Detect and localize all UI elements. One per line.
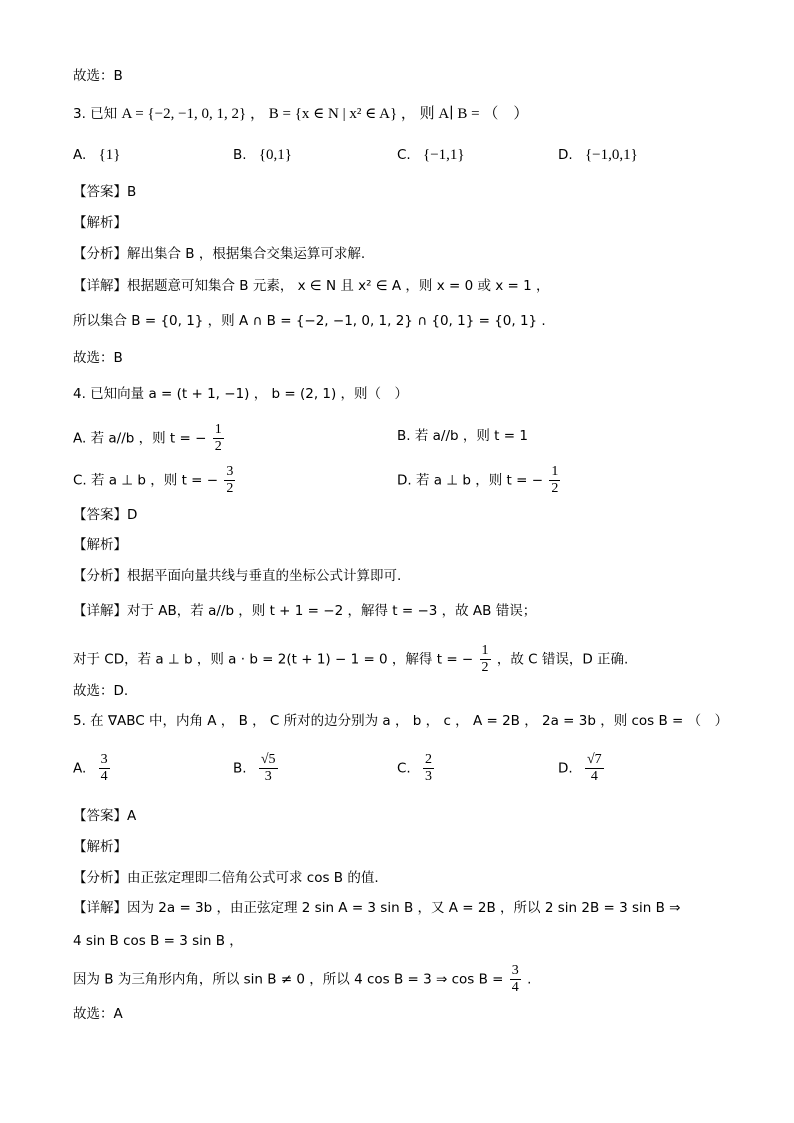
fraction-numerator: 2 — [425, 752, 433, 767]
q5-option-a — [73, 752, 112, 785]
option-value: {0,1} — [258, 147, 293, 163]
q4-fenxi: 【分析】根据平面向量共线与垂直的坐标公式计算即可. — [73, 568, 402, 584]
fraction — [510, 963, 521, 996]
q5-solution-text: 因为 B 为三角形内角，所以 sin B ≠ 0 ，所以 4 cos B = 3 ⇒ cos B = — [73, 971, 504, 988]
fraction-denominator: 4 — [511, 980, 519, 995]
q3-option-d — [558, 145, 638, 165]
q3-xiangjie: 【详解】根据题意可知集合 B 元素， x ∈ N 且 x² ∈ A ，则 x = 0 或 x = 1 ， — [73, 278, 550, 294]
q4-answer: 【答案】D — [73, 507, 138, 523]
fraction-denominator: 4 — [100, 769, 108, 784]
q5-option-c — [397, 752, 436, 785]
q4-option-a-text: A. 若 a//b ，则 t = − — [73, 430, 207, 447]
fraction — [259, 752, 278, 785]
q4-option-c-text: C. 若 a ⊥ b ，则 t = − — [73, 472, 219, 489]
q4-option-c — [73, 464, 237, 497]
fraction-denominator: 3 — [425, 769, 433, 784]
q3-solution-line: 所以集合 B = {0, 1} ，则 A ∩ B = {−2, −1, 0, 1, 2} ∩ {0, 1} = {0, 1} . — [73, 313, 546, 329]
fraction — [480, 643, 491, 676]
fraction-numerator: 3 — [226, 464, 234, 479]
q3-option-a — [73, 145, 121, 165]
fraction-denominator: 4 — [590, 769, 598, 784]
fraction-numerator: 3 — [100, 752, 108, 767]
q3-option-c — [397, 145, 465, 165]
q4-solution-text: 对于 CD，若 a ⊥ b ，则 a · b = 2(t + 1) − 1 = 0 ，解得 t = − — [73, 651, 474, 668]
option-label: D. — [558, 147, 573, 163]
q4-stem: 4. 已知向量 a = (t + 1, −1) ， b = (2, 1) ，则（ ） — [73, 386, 409, 402]
q4-option-b: B. 若 a//b ，则 t = 1 — [397, 428, 528, 444]
q3-stem — [73, 104, 528, 124]
fraction-numerator: √7 — [586, 752, 602, 767]
q5-answer: 【答案】A — [73, 808, 137, 824]
q4-analysis-title: 【解析】 — [73, 537, 127, 553]
option-value: {−1,0,1} — [584, 147, 638, 163]
q3-stem-prefix: 3. 已知 — [73, 106, 118, 122]
q3-conclusion: 故选：B — [73, 350, 123, 366]
q4-solution-tail: ，故 C 错误，D 正确. — [496, 651, 629, 668]
q4-solution-line — [73, 643, 628, 676]
q3-stem-math: A = {−2, −1, 0, 1, 2} ， B = {x ∈ N | x² ∈ A} ， 则 A∣ B = （ ） — [121, 106, 529, 122]
q5-option-b — [233, 752, 280, 785]
option-label: C. — [397, 147, 411, 163]
fraction — [585, 752, 604, 785]
fraction — [224, 464, 235, 497]
q4-option-a — [73, 422, 226, 455]
q3-option-b — [233, 145, 292, 165]
option-label: A. — [73, 760, 87, 777]
fraction-numerator: 3 — [511, 963, 519, 978]
q4-option-d — [397, 464, 562, 497]
fraction-numerator: 1 — [551, 464, 559, 479]
option-value: {1} — [98, 147, 121, 163]
q3-fenxi: 【分析】解出集合 B ，根据集合交集运算可求解. — [73, 246, 366, 262]
fraction-denominator: 2 — [481, 660, 489, 675]
q3-answer: 【答案】B — [73, 184, 137, 200]
q5-fenxi: 【分析】由正弦定理即二倍角公式可求 cos B 的值. — [73, 870, 379, 886]
fraction-denominator: 2 — [214, 439, 222, 454]
fraction-numerator: √5 — [260, 752, 276, 767]
option-label: B. — [233, 147, 247, 163]
q5-stem: 5. 在 ∇ABC 中，内角 A ， B ， C 所对的边分别为 a ， b ， c ， A = 2B ， 2a = 3b ，则 cos B = （ ） — [73, 713, 729, 729]
q4-xiangjie: 【详解】对于 AB，若 a//b ，则 t + 1 = −2 ，解得 t = −3 ，故 AB 错误； — [73, 603, 537, 619]
q2-conclusion: 故选：B — [73, 68, 123, 84]
q5-xiangjie: 【详解】因为 2a = 3b ，由正弦定理 2 sin A = 3 sin B ，又 A = 2B ，所以 2 sin 2B = 3 sin B ⇒ — [73, 900, 681, 916]
q4-option-d-text: D. 若 a ⊥ b ，则 t = − — [397, 472, 544, 489]
fraction-numerator: 1 — [214, 422, 222, 437]
option-label: B. — [233, 760, 247, 777]
fraction-denominator: 2 — [226, 481, 234, 496]
q5-option-d — [558, 752, 606, 785]
option-value: {−1,1} — [423, 147, 465, 163]
q5-analysis-title: 【解析】 — [73, 839, 127, 855]
option-label: C. — [397, 760, 411, 777]
q5-solution-tail: . — [527, 971, 532, 988]
q5-solution-line-2: 4 sin B cos B = 3 sin B ， — [73, 933, 243, 949]
fraction — [213, 422, 224, 455]
fraction-denominator: 2 — [551, 481, 559, 496]
q3-analysis-title: 【解析】 — [73, 215, 127, 231]
q5-solution-line-3 — [73, 963, 531, 996]
fraction — [423, 752, 434, 785]
option-label: D. — [558, 760, 573, 777]
fraction — [549, 464, 560, 497]
fraction — [99, 752, 110, 785]
option-label: A. — [73, 147, 87, 163]
q4-conclusion: 故选：D. — [73, 683, 129, 699]
q5-conclusion: 故选：A — [73, 1006, 123, 1022]
fraction-denominator: 3 — [264, 769, 272, 784]
fraction-numerator: 1 — [481, 643, 489, 658]
